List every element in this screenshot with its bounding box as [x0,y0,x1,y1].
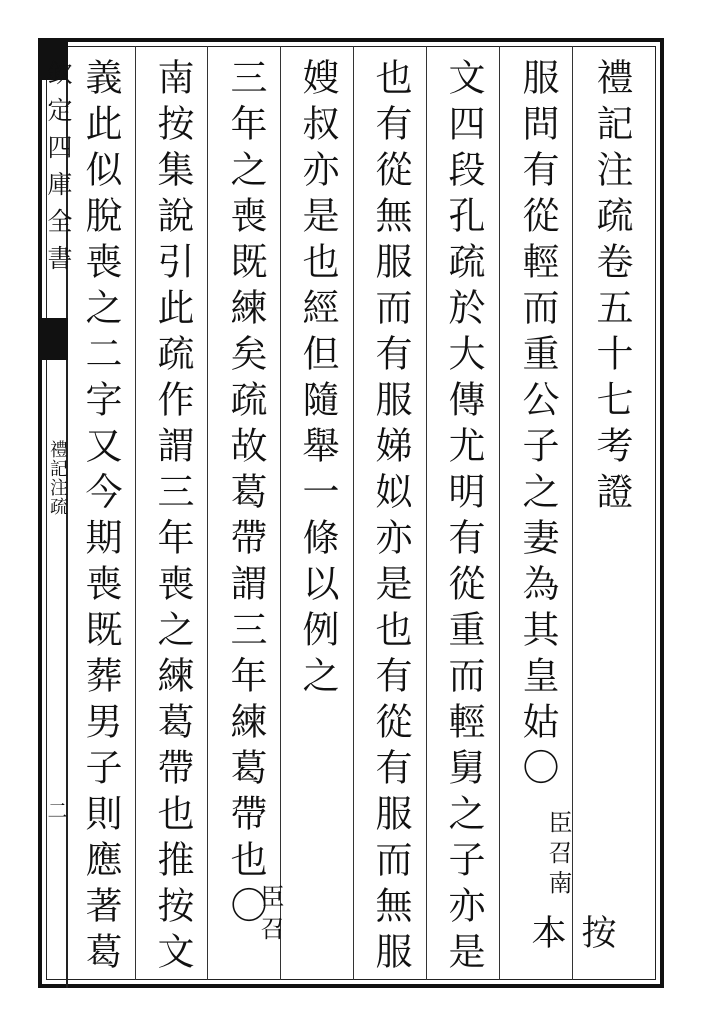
column-text: 三年之喪既練矣疏故葛帶謂三年練葛帶也〇 [224,58,267,932]
column-rule [280,46,281,980]
column-rule [353,46,354,980]
column-note: 臣召南 [544,810,572,900]
column-text: 南按集說引此疏作謂三年喪之練葛帶也推按文 [151,58,194,978]
column-text: 文四段孔疏於大傳尤明有從重而輕舅之子亦是 [442,58,485,978]
column-title [585,58,637,518]
column-7 [146,58,198,978]
column-8 [74,58,126,978]
side-label: 欽定四庫全書 [44,60,73,282]
column-rule [499,46,500,980]
column-note: 臣召 [256,884,284,948]
column-rule [426,46,427,980]
column-text: 義此似脫喪之二字又今期喪既葬男子則應著葛 [79,58,122,978]
column-text: 服問有從輕而重公子之妻為其皇姑〇 [516,58,559,794]
column-text: 嫂叔亦是也經但隨舉一條以例之 [296,58,339,702]
chapter-title: 禮記注疏卷五十七考證 [590,58,633,518]
column-continuation: 按本 [526,914,616,957]
short-title: 禮記注疏 [47,440,68,516]
column-4 [364,58,416,978]
page-number: 二 [44,800,68,820]
column-5 [291,58,343,702]
column-rule [135,46,136,980]
fish-tail-bottom [38,318,68,360]
column-rule [207,46,208,980]
column-text: 也有從無服而有服娣姒亦是也有從有服而無服 [369,58,412,978]
column-3 [437,58,489,978]
column-6 [219,58,284,968]
